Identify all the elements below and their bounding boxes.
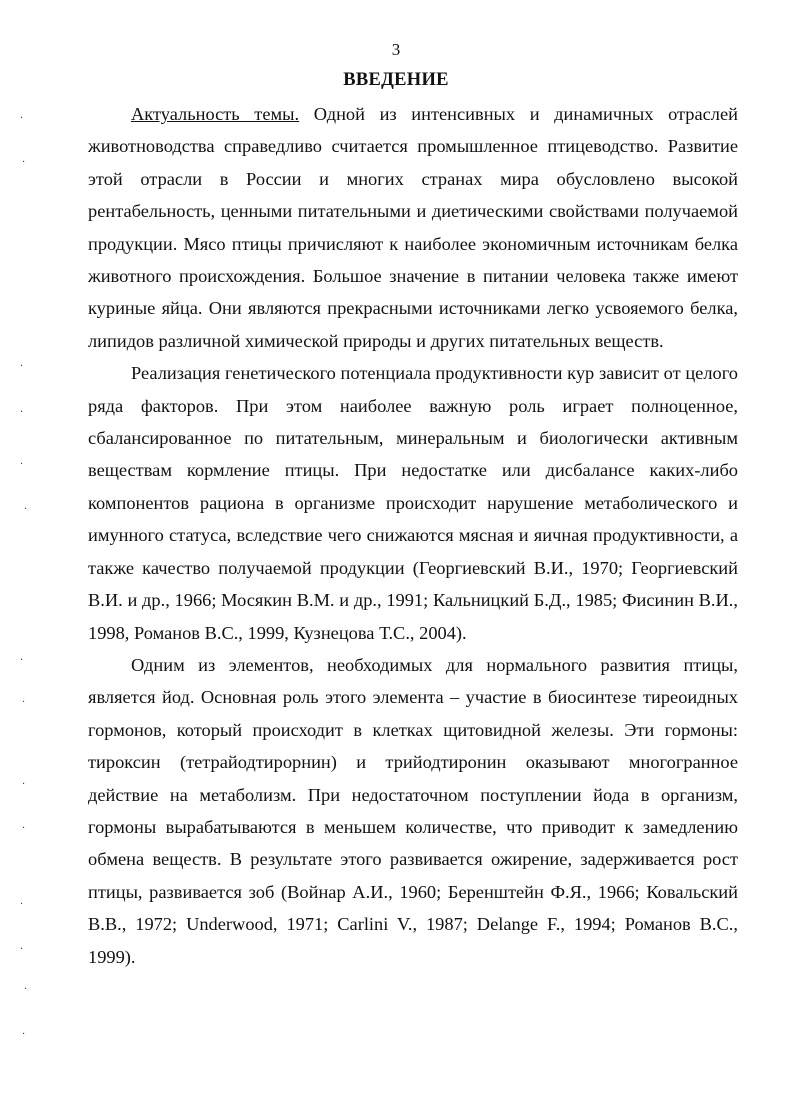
scan-speck: · [20, 655, 24, 666]
scan-speck: · [22, 779, 26, 790]
paragraph-relevance [88, 98, 738, 357]
scan-speck: · [22, 1029, 26, 1040]
page-number: 3 [391, 40, 401, 59]
scan-speck: · [20, 459, 24, 470]
scan-speck: · [22, 157, 26, 168]
relevance-lead: Актуальность темы. [131, 104, 300, 124]
scan-speck: · [24, 984, 28, 995]
scan-speck: · [20, 944, 24, 955]
paragraph-iodine [88, 649, 738, 973]
paragraph-genetic-potential [88, 357, 738, 649]
scan-speck: · [20, 361, 24, 372]
scan-speck: · [24, 504, 28, 515]
scan-speck: · [22, 823, 26, 834]
scan-margin-marks [0, 0, 60, 1108]
paragraph-text: Одной из интенсивных и динамичных отраслей животноводства справедливо считается промышленное птицеводство. Развитие этой отрасли в России и многих странах мира обусловлено высокой рентабельность, ценными питательными и диетическими свойствами получаемой продукции. Мясо птицы причисляют к наиболее экономичным источникам белка животного происхождения. Большое значение в питании человека также имеют куриные яйца. Они являются прекрасными источниками легко усвояемого белка, липидов различной химической природы и других питательных веществ. [88, 104, 738, 351]
section-heading: ВВЕДЕНИЕ [343, 70, 449, 90]
body-text [88, 98, 738, 973]
scan-speck: · [22, 697, 26, 708]
paragraph-text: Одним из элементов, необходимых для нормального развития птицы, является йод. Основная роль этого элемента – участие в биосинтезе тиреоидных гормонов, который происходит в клетках щитовидной железы. Эти гормоны: тироксин (тетрайодтирорнин) и трийодтиронин оказывают многогранное действие на метаболизм. При недостаточном поступлении йода в организм, гормоны вырабатываются в меньшем количестве, что приводит к замедлению обмена веществ. В результате этого развивается ожирение, задерживается рост птицы, развивается зоб (Войнар А.И., 1960; Беренштейн Ф.Я., 1966; Ковальский В.В., 1972; Underwood, 1971; Carlini V., 1987; Delange F., 1994; Романов В.С., 1999). [88, 654, 738, 967]
paragraph-text: Реализация генетического потенциала продуктивности кур зависит от целого ряда факторов. При этом наиболее важную роль играет полноценное, сбалансированное по питательным, минеральным и биологически активным веществам кормление птицы. При недостатке или дисбалансе каких-либо компонентов рациона в организме происходит нарушение метаболического и имунного статуса, вследствие чего снижаются мясная и яичная продуктивности, а также качество получаемой продукции (Георгиевский В.И., 1970; Георгиевский В.И. и др., 1966; Мосякин В.М. и др., 1991; Кальницкий Б.Д., 1985; Фисинин В.И., 1998, Романов В.С., 1999, Кузнецова Т.С., 2004). [88, 363, 738, 643]
scan-speck: · [20, 899, 24, 910]
scan-speck: · [20, 407, 24, 418]
scan-speck: · [20, 113, 24, 124]
